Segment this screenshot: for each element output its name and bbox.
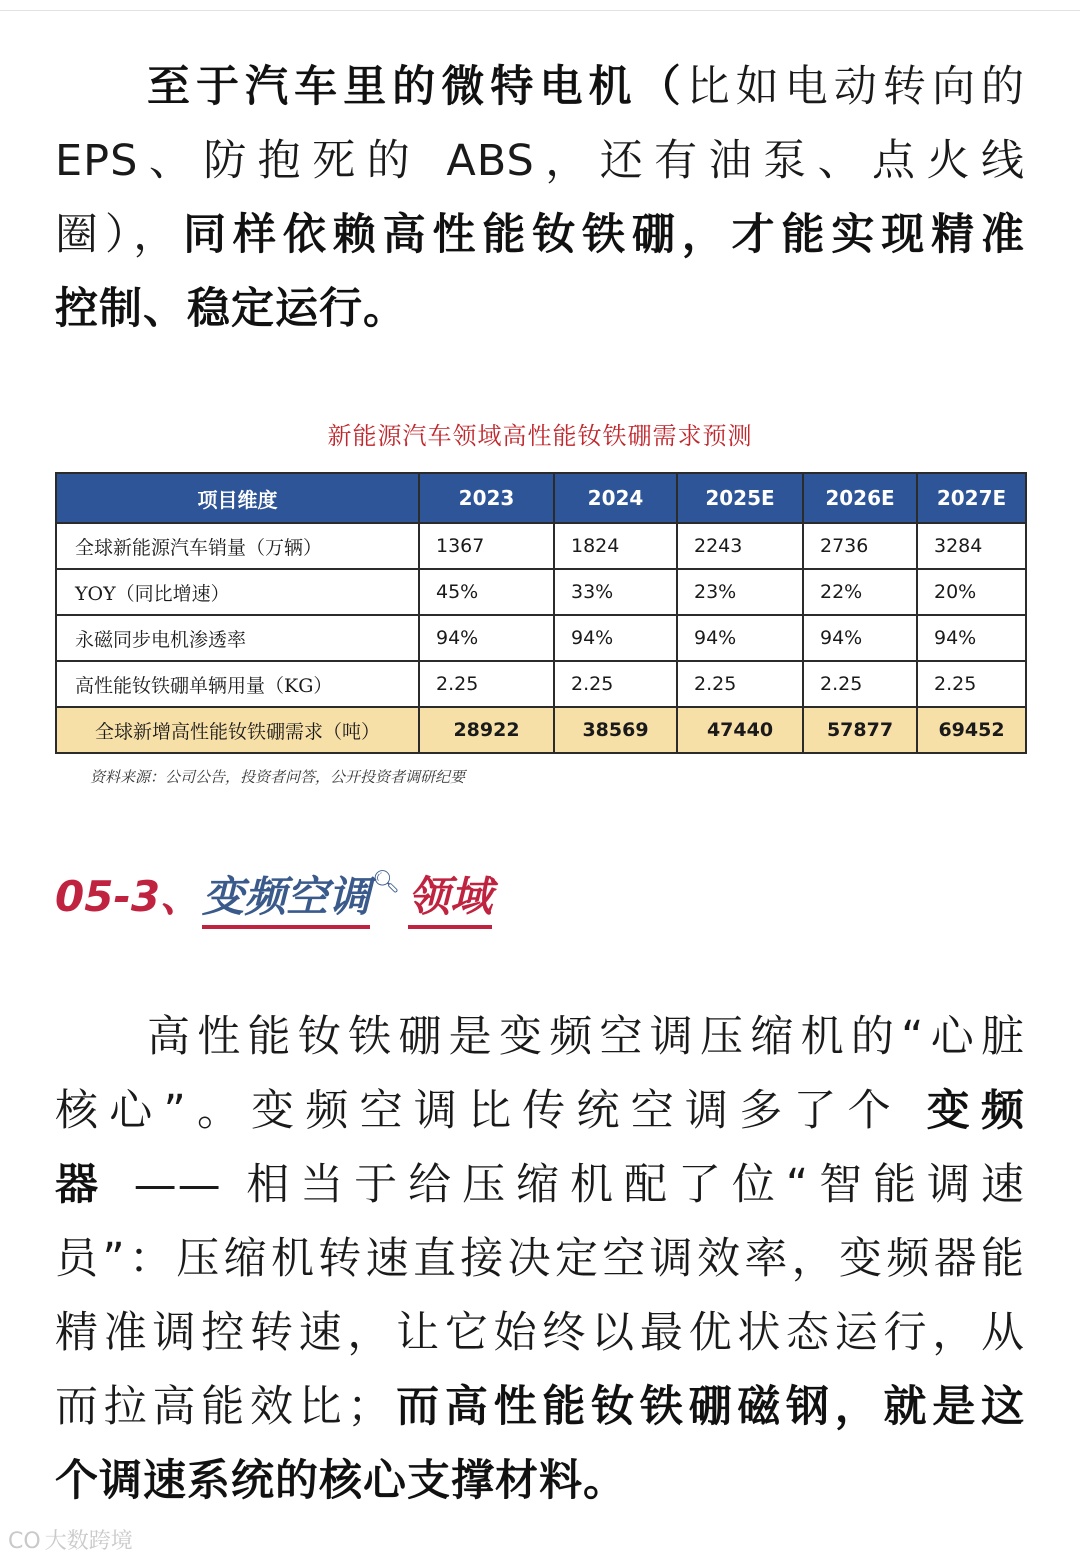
- table-cell: 2243: [677, 523, 803, 569]
- header-cell: 2025E: [677, 473, 803, 523]
- table-cell: 94%: [554, 615, 677, 661]
- section-keyword-link[interactable]: 变频空调: [202, 872, 370, 929]
- magnifier-icon[interactable]: 🔍︎: [372, 870, 401, 895]
- table-cell: 33%: [554, 569, 677, 615]
- intro-line-1-bold: 至于汽车里的微特电机（: [147, 62, 687, 112]
- intro-paragraph: [55, 50, 1025, 346]
- body-line-6: [55, 1370, 1025, 1444]
- header-cell: 2026E: [803, 473, 917, 523]
- table-cell: 2.25: [677, 661, 803, 707]
- table-cell: 2.25: [554, 661, 677, 707]
- body-line-7: [55, 1444, 1025, 1518]
- section-heading: [55, 864, 492, 928]
- intro-line-4: [55, 272, 1025, 346]
- demand-forecast-table: [55, 472, 1027, 754]
- row-label: 高性能钕铁硼单辆用量（KG）: [56, 661, 419, 707]
- header-cell: 2024: [554, 473, 677, 523]
- body-line-3-rest: —— 相当于给压缩机配了位“智能调速: [108, 1160, 1025, 1210]
- body-line-2-bold: 变频: [926, 1086, 1026, 1136]
- watermark-text: 大数跨境: [44, 1529, 133, 1554]
- intro-line-1: [55, 50, 1025, 124]
- table-source-note: 资料来源：公司公告，投资者问答，公开投资者调研纪要: [90, 768, 466, 786]
- total-cell: 69452: [917, 707, 1026, 753]
- total-row-label: 全球新增高性能钕铁硼需求（吨）: [56, 707, 419, 753]
- table-row: [56, 569, 1026, 615]
- row-label: YOY（同比增速）: [56, 569, 419, 615]
- table-cell: 94%: [419, 615, 554, 661]
- table-cell: 1824: [554, 523, 677, 569]
- table-cell: 94%: [677, 615, 803, 661]
- table-cell: 22%: [803, 569, 917, 615]
- body-line-6-bold: 而高性能钕铁硼磁钢，就是这: [391, 1382, 1026, 1432]
- table-cell: 2.25: [419, 661, 554, 707]
- table-total-row: [56, 707, 1026, 753]
- watermark-logo: CO: [8, 1529, 41, 1554]
- header-cell: 2027E: [917, 473, 1026, 523]
- header-cell: 项目维度: [56, 473, 419, 523]
- table-title: 新能源汽车领域高性能钕铁硼需求预测: [327, 422, 753, 450]
- table-header-row: [56, 473, 1026, 523]
- intro-line-3: [55, 198, 1025, 272]
- intro-line-2: EPS、防抱死的 ABS，还有油泵、点火线: [55, 136, 1025, 186]
- table-row: [56, 615, 1026, 661]
- table-cell: 2.25: [803, 661, 917, 707]
- table-cell: 2736: [803, 523, 917, 569]
- top-divider: [0, 10, 1080, 11]
- body-line-1: 高性能钕铁硼是变频空调压缩机的“心脏: [147, 1012, 1025, 1062]
- body-line-7-bold: 个调速系统的核心支撑材料。: [55, 1456, 627, 1506]
- table-row: [56, 523, 1026, 569]
- total-cell: 47440: [677, 707, 803, 753]
- body-line-2-normal: 核心”。变频空调比传统空调多了个: [55, 1086, 927, 1136]
- total-cell: 57877: [803, 707, 917, 753]
- total-cell: 38569: [554, 707, 677, 753]
- intro-line-3-bold: 同样依赖高性能钕铁硼，才能实现精准: [183, 210, 1026, 260]
- row-label: 永磁同步电机渗透率: [56, 615, 419, 661]
- intro-line-1-rest: 比如电动转向的: [686, 62, 1026, 112]
- section-prefix: 05-3、: [55, 872, 203, 921]
- section-suffix: 领域: [408, 872, 492, 929]
- total-cell: 28922: [419, 707, 554, 753]
- table-cell: 2.25: [917, 661, 1026, 707]
- table-cell: 1367: [419, 523, 554, 569]
- table-cell: 45%: [419, 569, 554, 615]
- table-cell: 20%: [917, 569, 1026, 615]
- table-cell: 94%: [803, 615, 917, 661]
- body-line-3: [55, 1148, 1025, 1222]
- table-cell: 3284: [917, 523, 1026, 569]
- body-line-5: 精准调控转速，让它始终以最优状态运行，从: [55, 1308, 1025, 1358]
- body-line-3-bold: 器: [55, 1160, 109, 1210]
- row-label: 全球新能源汽车销量（万辆）: [56, 523, 419, 569]
- table-row: [56, 661, 1026, 707]
- intro-line-3-normal: 圈），: [55, 210, 184, 260]
- body-line-6-normal: 而拉高能效比；: [55, 1382, 392, 1432]
- table-cell: 23%: [677, 569, 803, 615]
- body-paragraph: [55, 1000, 1025, 1518]
- watermark: [8, 1524, 133, 1555]
- header-cell: 2023: [419, 473, 554, 523]
- body-line-4: 员”：压缩机转速直接决定空调效率，变频器能: [55, 1234, 1025, 1284]
- intro-line-4-bold: 控制、稳定运行。: [55, 284, 407, 334]
- table-cell: 94%: [917, 615, 1026, 661]
- body-line-2: [55, 1074, 1025, 1148]
